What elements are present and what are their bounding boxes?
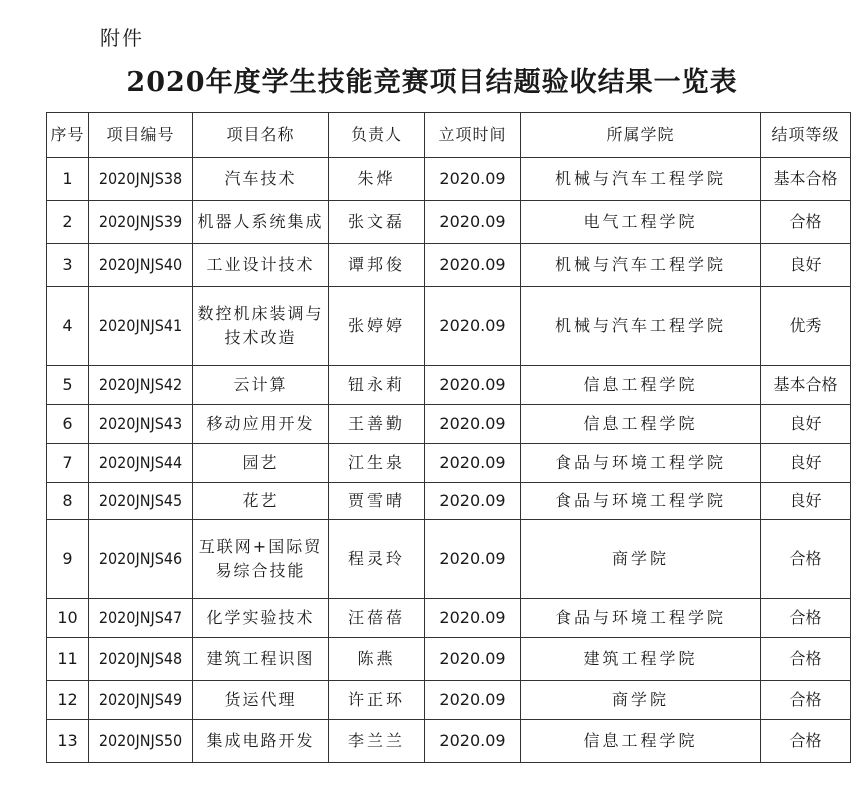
cell-code: 2020JNJS46 [89, 520, 193, 599]
cell-code: 2020JNJS41 [89, 287, 193, 366]
results-table [46, 112, 851, 763]
header-name: 项目名称 [193, 113, 329, 158]
cell-date: 2020.09 [425, 366, 521, 405]
document-title: 2020年度学生技能竞赛项目结题验收结果一览表 [126, 67, 738, 98]
cell-no: 8 [47, 483, 89, 520]
cell-code: 2020JNJS45 [89, 483, 193, 520]
header-no: 序号 [47, 113, 89, 158]
cell-grade: 良好 [761, 244, 851, 287]
cell-grade: 良好 [761, 444, 851, 483]
cell-code: 2020JNJS44 [89, 444, 193, 483]
cell-leader: 许正环 [329, 681, 425, 720]
cell-date: 2020.09 [425, 405, 521, 444]
cell-leader: 王善勤 [329, 405, 425, 444]
cell-no: 1 [47, 158, 89, 201]
cell-code: 2020JNJS42 [89, 366, 193, 405]
cell-grade: 基本合格 [761, 366, 851, 405]
attachment-label: 附件 [100, 26, 144, 50]
cell-leader: 朱烨 [329, 158, 425, 201]
cell-code: 2020JNJS40 [89, 244, 193, 287]
cell-name: 汽车技术 [193, 158, 329, 201]
cell-name: 工业设计技术 [193, 244, 329, 287]
cell-date: 2020.09 [425, 158, 521, 201]
cell-code: 2020JNJS47 [89, 599, 193, 638]
cell-date: 2020.09 [425, 287, 521, 366]
table-header-row [47, 113, 851, 158]
cell-no: 5 [47, 366, 89, 405]
cell-leader: 江生泉 [329, 444, 425, 483]
cell-no: 12 [47, 681, 89, 720]
cell-college: 机械与汽车工程学院 [521, 158, 761, 201]
cell-grade: 良好 [761, 483, 851, 520]
cell-no: 9 [47, 520, 89, 599]
cell-grade: 合格 [761, 681, 851, 720]
cell-name: 云计算 [193, 366, 329, 405]
cell-no: 13 [47, 720, 89, 763]
table-row [47, 444, 851, 483]
cell-no: 3 [47, 244, 89, 287]
header-code: 项目编号 [89, 113, 193, 158]
header-leader: 负责人 [329, 113, 425, 158]
table-row [47, 405, 851, 444]
cell-no: 2 [47, 201, 89, 244]
cell-date: 2020.09 [425, 483, 521, 520]
cell-grade: 基本合格 [761, 158, 851, 201]
cell-college: 建筑工程学院 [521, 638, 761, 681]
cell-leader: 张婷婷 [329, 287, 425, 366]
cell-code: 2020JNJS38 [89, 158, 193, 201]
cell-college: 商学院 [521, 681, 761, 720]
cell-leader: 汪蓓蓓 [329, 599, 425, 638]
cell-college: 机械与汽车工程学院 [521, 287, 761, 366]
table-row [47, 681, 851, 720]
cell-name: 化学实验技术 [193, 599, 329, 638]
cell-leader: 谭邦俊 [329, 244, 425, 287]
cell-college: 信息工程学院 [521, 366, 761, 405]
header-date: 立项时间 [425, 113, 521, 158]
cell-name: 互联网+国际贸易综合技能 [193, 520, 329, 599]
cell-no: 7 [47, 444, 89, 483]
table-row [47, 599, 851, 638]
cell-name: 集成电路开发 [193, 720, 329, 763]
cell-no: 6 [47, 405, 89, 444]
cell-grade: 合格 [761, 720, 851, 763]
cell-college: 机械与汽车工程学院 [521, 244, 761, 287]
cell-name: 园艺 [193, 444, 329, 483]
cell-name: 数控机床装调与技术改造 [193, 287, 329, 366]
cell-name: 建筑工程识图 [193, 638, 329, 681]
cell-code: 2020JNJS49 [89, 681, 193, 720]
cell-college: 信息工程学院 [521, 720, 761, 763]
cell-no: 4 [47, 287, 89, 366]
cell-grade: 优秀 [761, 287, 851, 366]
cell-date: 2020.09 [425, 720, 521, 763]
cell-college: 信息工程学院 [521, 405, 761, 444]
table-row [47, 366, 851, 405]
cell-date: 2020.09 [425, 638, 521, 681]
table-row [47, 638, 851, 681]
cell-grade: 合格 [761, 638, 851, 681]
cell-college: 食品与环境工程学院 [521, 444, 761, 483]
cell-date: 2020.09 [425, 599, 521, 638]
cell-college: 食品与环境工程学院 [521, 483, 761, 520]
cell-no: 11 [47, 638, 89, 681]
table-row [47, 201, 851, 244]
cell-college: 电气工程学院 [521, 201, 761, 244]
cell-leader: 贾雪晴 [329, 483, 425, 520]
cell-college: 食品与环境工程学院 [521, 599, 761, 638]
cell-grade: 合格 [761, 599, 851, 638]
table-row [47, 158, 851, 201]
cell-name: 货运代理 [193, 681, 329, 720]
cell-leader: 张文磊 [329, 201, 425, 244]
cell-grade: 良好 [761, 405, 851, 444]
cell-date: 2020.09 [425, 520, 521, 599]
table-row [47, 483, 851, 520]
table-row [47, 720, 851, 763]
cell-leader: 程灵玲 [329, 520, 425, 599]
header-college: 所属学院 [521, 113, 761, 158]
cell-code: 2020JNJS48 [89, 638, 193, 681]
cell-date: 2020.09 [425, 681, 521, 720]
header-grade: 结项等级 [761, 113, 851, 158]
cell-college: 商学院 [521, 520, 761, 599]
cell-date: 2020.09 [425, 244, 521, 287]
cell-grade: 合格 [761, 201, 851, 244]
cell-leader: 陈燕 [329, 638, 425, 681]
cell-date: 2020.09 [425, 201, 521, 244]
cell-leader: 李兰兰 [329, 720, 425, 763]
cell-code: 2020JNJS43 [89, 405, 193, 444]
cell-code: 2020JNJS39 [89, 201, 193, 244]
cell-grade: 合格 [761, 520, 851, 599]
cell-name: 花艺 [193, 483, 329, 520]
table-row [47, 287, 851, 366]
cell-name: 机器人系统集成 [193, 201, 329, 244]
table-row [47, 520, 851, 599]
cell-leader: 钮永莉 [329, 366, 425, 405]
cell-name: 移动应用开发 [193, 405, 329, 444]
cell-code: 2020JNJS50 [89, 720, 193, 763]
table-row [47, 244, 851, 287]
cell-no: 10 [47, 599, 89, 638]
cell-date: 2020.09 [425, 444, 521, 483]
